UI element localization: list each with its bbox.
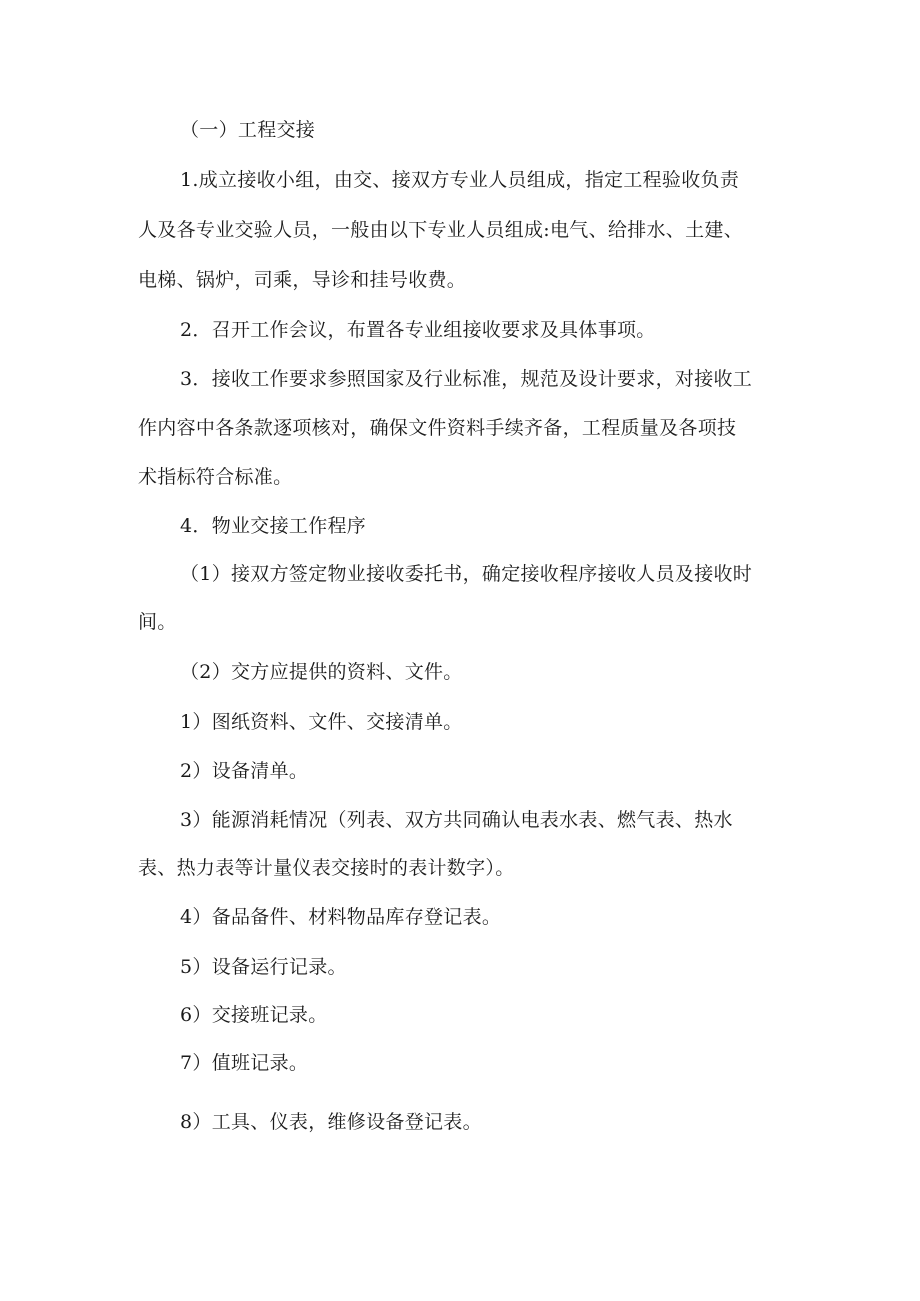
sub-item-7: 7）值班记录。 [180,1052,309,1074]
sub-item-3-line-2: 表、热力表等计量仪表交接时的表计数字）。 [138,857,515,879]
paragraph-3-line-1: 3．接收工作要求参照国家及行业标准，规范及设计要求，对接收工 [180,368,753,390]
section-heading: （一）工程交接 [180,119,316,141]
paragraph-1-line-2: 人及各专业交验人员，一般由以下专业人员组成:电气、给排水、土建、 [138,219,744,241]
paragraph-3-line-3: 术指标符合标准。 [138,466,293,488]
sub-item-6: 6）交接班记录。 [180,1004,328,1026]
paragraph-3-line-2: 作内容中各条款逐项核对，确保文件资料手续齐备，工程质量及各项技 [138,417,737,439]
paragraph-1-line-1: 1.成立接收小组，由交、接双方专业人员组成，指定工程验收负责 [180,169,740,191]
sub-item-5: 5）设备运行记录。 [180,956,347,978]
paragraph-4: 4．物业交接工作程序 [180,515,367,537]
sub-item-4: 4）备品备件、材料物品库存登记表。 [180,906,502,928]
sub-item-8: 8）工具、仪表，维修设备登记表。 [180,1111,482,1133]
paragraph-2: 2．召开工作会议，布置各专业组接收要求及具体事项。 [180,319,656,341]
paragraph-1-line-3: 电梯、锅炉，司乘，导诊和挂号收费。 [138,269,467,291]
sub-item-1: 1）图纸资料、文件、交接清单。 [180,711,463,733]
item-1-line-1: （1）接双方签定物业接收委托书，确定接收程序接收人员及接收时 [180,563,753,585]
item-1-line-2: 间。 [138,611,177,633]
sub-item-3-line-1: 3）能源消耗情况（列表、双方共同确认电表水表、燃气表、热水 [180,809,733,831]
item-2: （2）交方应提供的资料、文件。 [180,661,463,683]
sub-item-2: 2）设备清单。 [180,760,309,782]
